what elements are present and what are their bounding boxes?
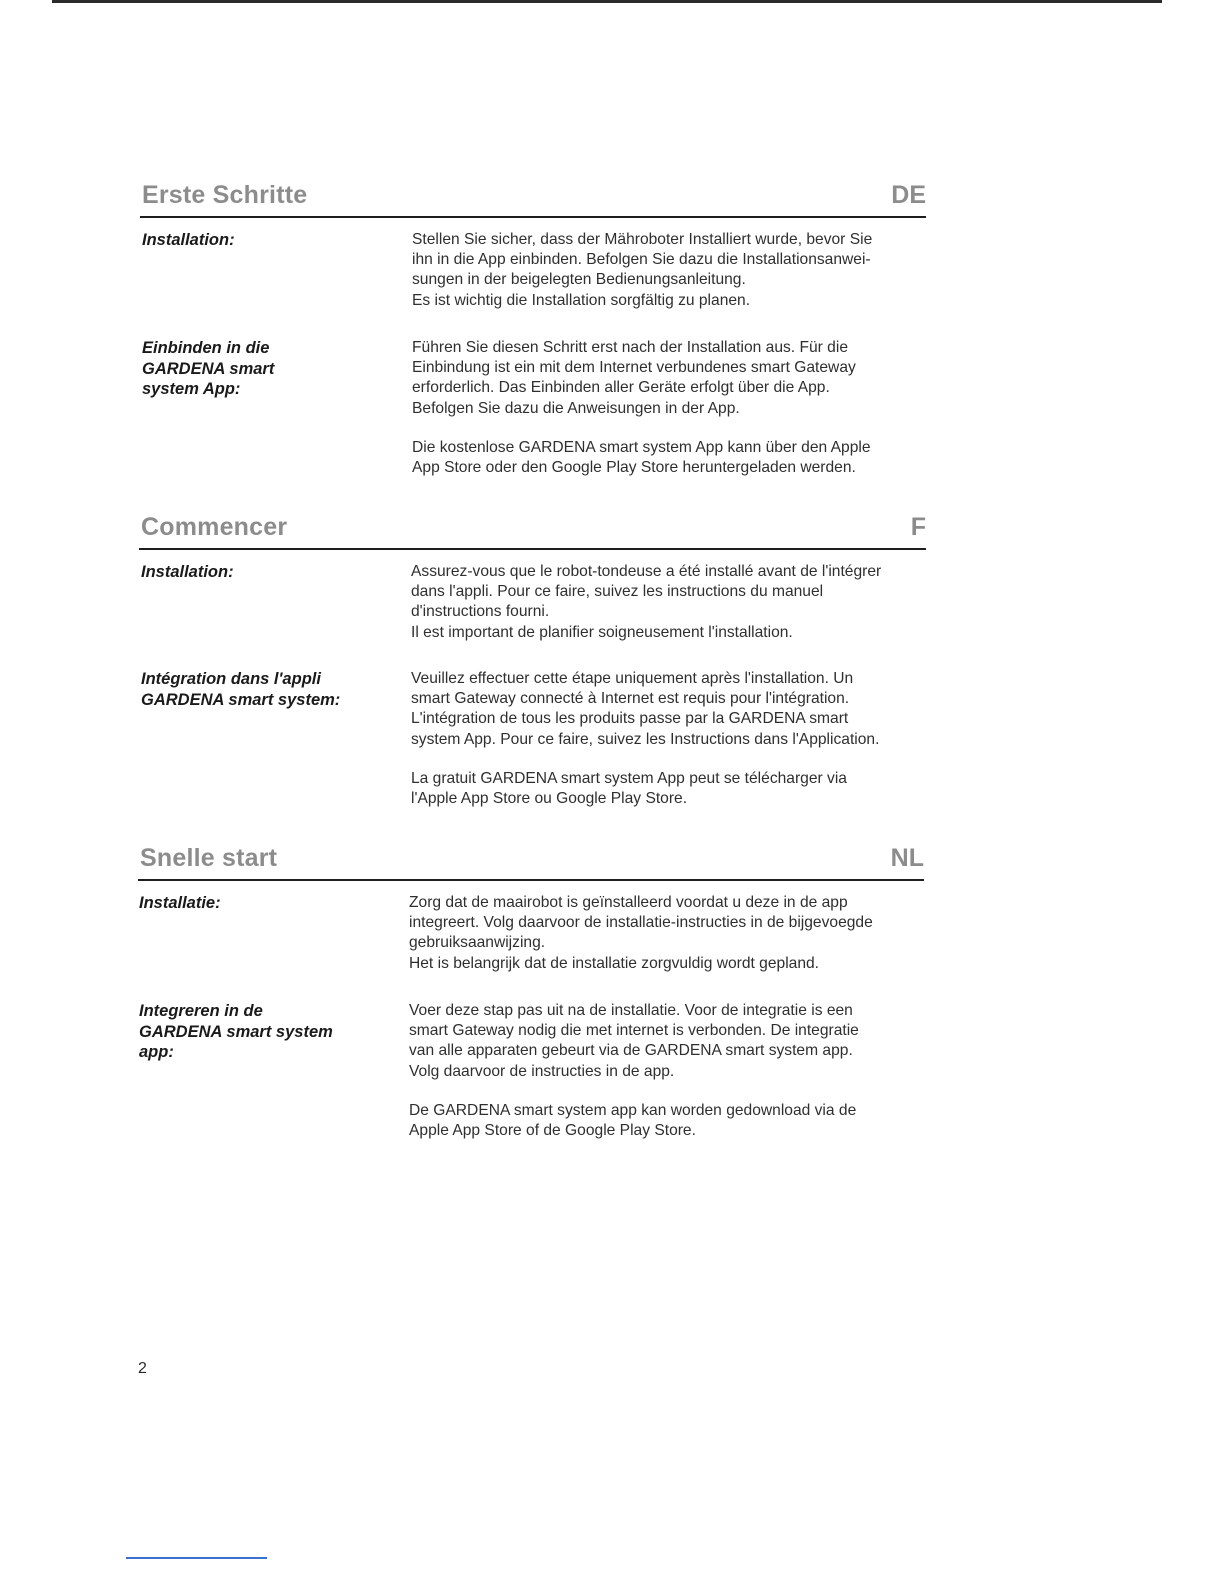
text-line: gebruiksaanwijzing. — [409, 934, 546, 952]
text-line: ihn in die App einbinden. Befolgen Sie dazu die Installationsanwei- — [412, 251, 871, 269]
text-line: van alle apparaten gebeurt via de GARDENA smart system app. — [409, 1042, 853, 1060]
label-line: app: — [139, 1043, 174, 1061]
text-line: Es ist wichtig die Installation sorgfältig zu planen. — [412, 291, 751, 309]
text-line: l'Apple App Store ou Google Play Store. — [411, 790, 688, 808]
text-line: Il est important de planifier soigneusement l'installation. — [411, 623, 793, 641]
text-line: Assurez-vous que le robot-tondeuse a été installé avant de l'intégrer — [411, 563, 882, 580]
section-header — [140, 176, 926, 218]
text-line: Veuillez effectuer cette étape uniquement après l'installation. Un — [411, 670, 854, 687]
paragraph — [411, 562, 931, 643]
paragraph — [412, 338, 932, 419]
row-body — [412, 338, 932, 497]
paragraph — [412, 438, 932, 478]
text-line: system App. Pour ce faire, suivez les Instructions dans l'Application. — [411, 730, 880, 748]
label-line: GARDENA smart — [142, 359, 275, 378]
row-body — [409, 1001, 929, 1160]
text-line: dans l'appli. Pour ce faire, suivez les instructions du manuel — [411, 583, 824, 601]
text-line: Stellen Sie sicher, dass der Mähroboter Installiert wurde, bevor Sie — [412, 231, 873, 248]
label-line: Installation: — [142, 231, 235, 249]
label-line: Integreren in de — [139, 1002, 263, 1020]
label-line: Installatie: — [139, 894, 221, 912]
paragraph — [409, 1101, 929, 1141]
language-code: F — [910, 513, 926, 541]
row-label — [142, 338, 372, 400]
text-line: sungen in der beigelegten Bedienungsanleitung. — [412, 271, 746, 289]
row-label — [139, 893, 369, 914]
text-line: Einbindung ist ein mit dem Internet verbundenes smart Gateway — [412, 359, 856, 377]
page-number: 2 — [138, 1360, 147, 1377]
text-line: Apple App Store of de Google Play Store. — [409, 1122, 696, 1140]
section-title: Commencer — [141, 513, 288, 541]
row-label — [141, 562, 371, 583]
text-line: De GARDENA smart system app kan worden gedownload via de — [409, 1101, 857, 1119]
bottom-rule — [126, 1557, 267, 1559]
section-title: Snelle start — [140, 844, 278, 872]
section-title: Erste Schritte — [142, 181, 308, 209]
text-line: smart Gateway connecté à Internet est requis pour l'intégration. — [411, 690, 850, 708]
text-line: Zorg dat de maairobot is geïnstalleerd voordat u deze in de app — [409, 894, 848, 911]
label-line: Installation: — [141, 563, 234, 581]
row-body — [411, 669, 931, 828]
label-line: Intégration dans l'appli — [141, 670, 321, 688]
text-line: erforderlich. Das Einbinden aller Geräte erfolgt über die App. — [412, 379, 830, 397]
text-line: d'instructions fourni. — [411, 603, 550, 621]
paragraph — [411, 769, 931, 809]
text-line: L'intégration de tous les produits passe par la GARDENA smart — [411, 710, 849, 728]
paragraph — [409, 893, 929, 974]
row-body — [412, 230, 932, 330]
row-body — [411, 562, 931, 662]
section-header — [138, 839, 924, 881]
label-line: GARDENA smart system — [139, 1022, 333, 1041]
row-label — [141, 669, 381, 710]
row-label — [142, 230, 372, 251]
text-line: App Store oder den Google Play Store heruntergeladen werden. — [412, 459, 856, 477]
text-line: smart Gateway nodig die met internet is verbonden. De integratie — [409, 1022, 859, 1040]
paragraph — [411, 669, 931, 750]
top-border-rule — [52, 0, 1162, 3]
text-line: Voer deze stap pas uit na de installatie. Voor de integratie is een — [409, 1002, 853, 1019]
text-line: Befolgen Sie dazu die Anweisungen in der App. — [412, 399, 740, 417]
label-line: system App: — [142, 380, 241, 398]
text-line: Volg daarvoor de instructies in de app. — [409, 1062, 675, 1080]
label-line: Einbinden in die — [142, 339, 270, 357]
row-label — [139, 1001, 379, 1063]
language-code: NL — [890, 844, 924, 872]
paragraph — [409, 1001, 929, 1082]
row-body — [409, 893, 929, 993]
text-line: Führen Sie diesen Schritt erst nach der Installation aus. Für die — [412, 339, 848, 356]
text-line: La gratuit GARDENA smart system App peut se télécharger via — [411, 769, 847, 787]
paragraph — [412, 230, 932, 311]
section-header — [139, 508, 926, 550]
text-line: integreert. Volg daarvoor de installatie-instructies in de bijgevoegde — [409, 914, 873, 932]
text-line: Het is belangrijk dat de installatie zorgvuldig wordt gepland. — [409, 954, 820, 972]
text-line: Die kostenlose GARDENA smart system App kann über den Apple — [412, 438, 871, 456]
label-line: GARDENA smart system: — [141, 690, 341, 709]
language-code: DE — [891, 181, 926, 209]
